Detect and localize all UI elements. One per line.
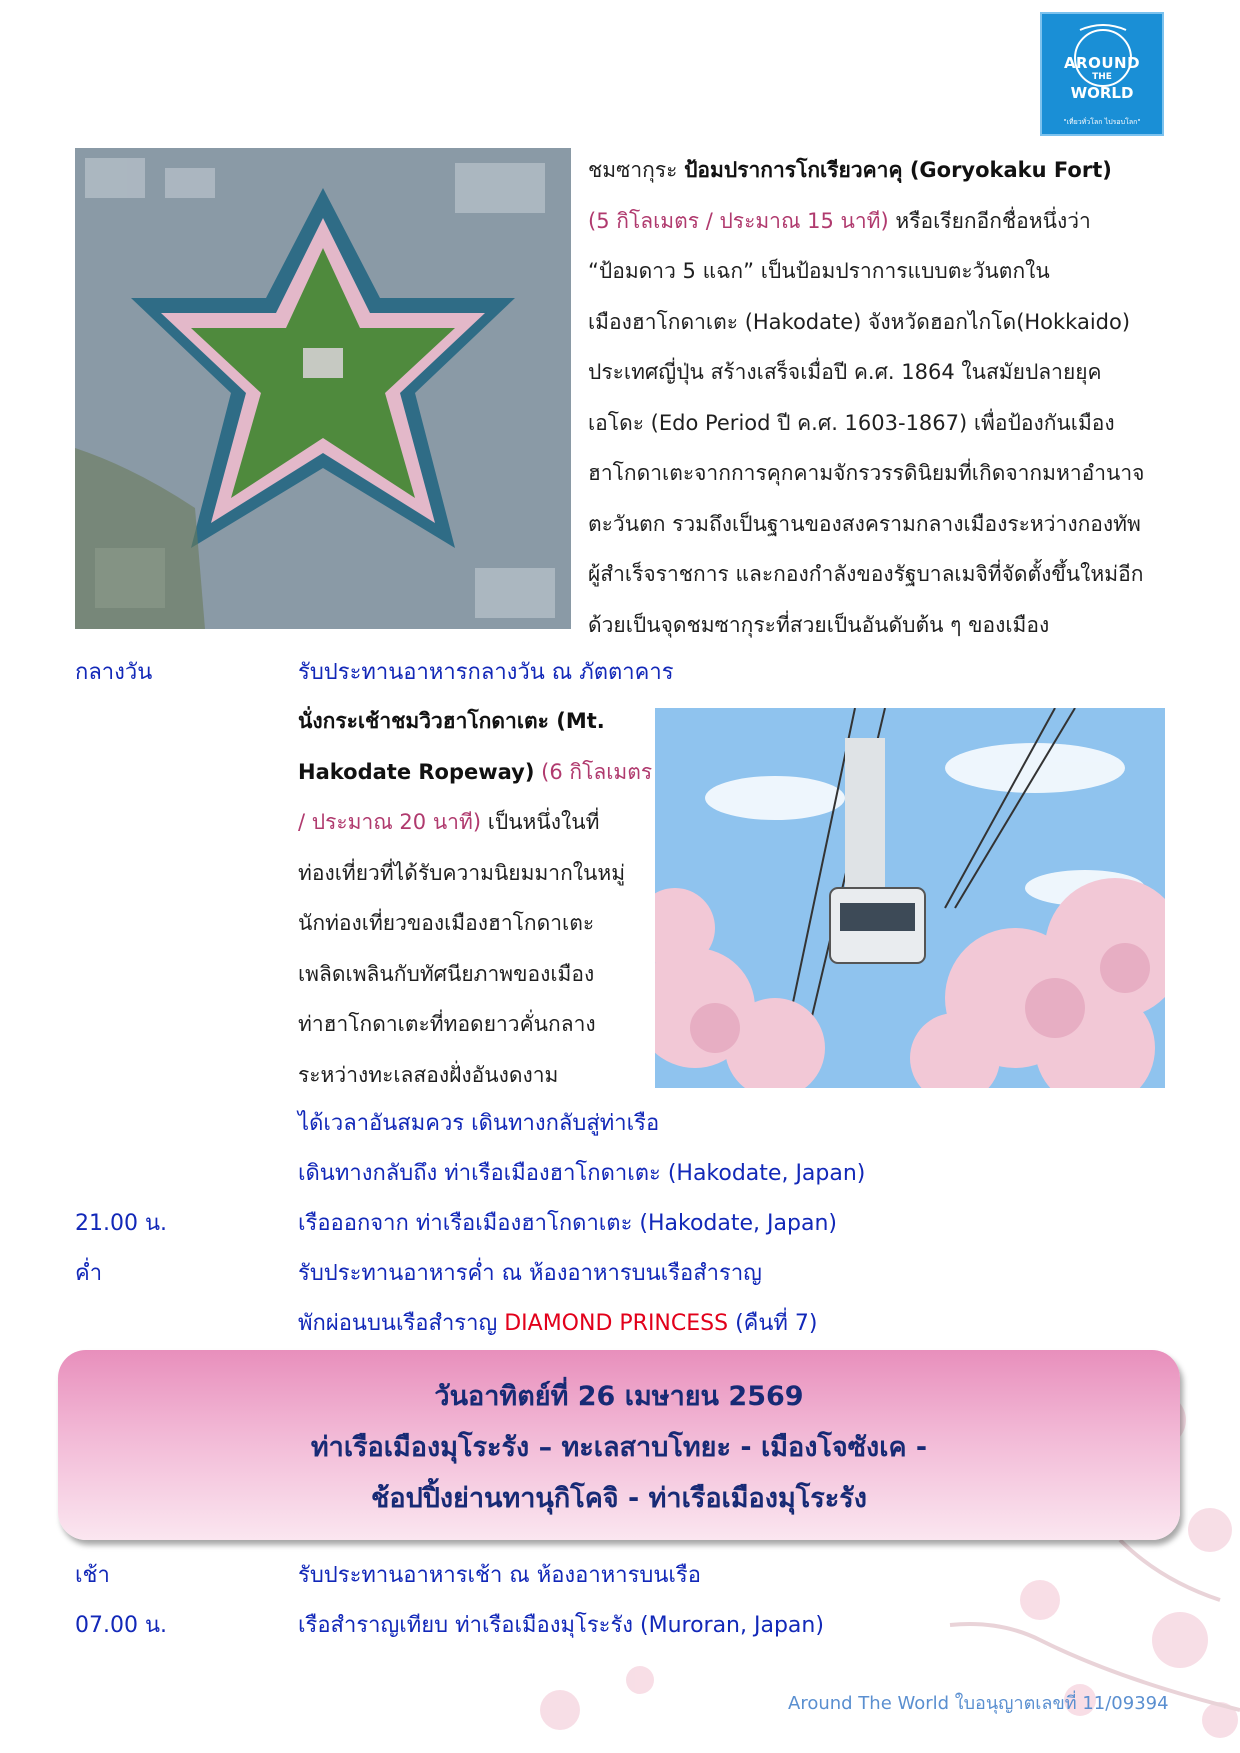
fort-line-10: ด้วยเป็นจุดชมซากุระที่สวยเป็นอันดับต้น ๆ ของเมือง xyxy=(588,612,1050,637)
goryokaku-fort-photo xyxy=(75,148,571,629)
ropeway-line-7: ท่าฮาโกดาเตะที่ทอดยาวคั่นกลาง xyxy=(298,1012,596,1036)
depart-text: เรือออกจาก ท่าเรือเมืองฮาโกดาเตะ (Hakodate, Japan) xyxy=(298,1211,837,1236)
hakodate-ropeway-photo xyxy=(655,708,1165,1088)
ropeway-line-6: เพลิดเพลินกับทัศนียภาพของเมือง xyxy=(298,961,595,986)
fort-line-8: ตะวันตก รวมถึงเป็นฐานของสงครามกลางเมืองระหว่างกองทัพ xyxy=(588,511,1141,536)
fort-line-5: ประเทศญี่ปุ่น สร้างเสร็จเมื่อปี ค.ศ. 1864 ในสมัยปลายยุค xyxy=(588,360,1102,384)
day-route-line-2: ช้อปปิ้งย่านทานุกิโคจิ - ท่าเรือเมืองมุโระรัง xyxy=(371,1483,867,1514)
fort-line-3: “ป้อมดาว 5 แฉก” เป็นป้อมปราการแบบตะวันตกใน xyxy=(588,259,1050,283)
ropeway-line-3 xyxy=(298,797,638,848)
ropeway-line-3-rest: เป็นหนึ่งในที่ xyxy=(481,810,600,834)
day-route-line-1: ท่าเรือเมืองมุโระรัง – ทะเลสาบโทยะ - เมืองโจซังเค - xyxy=(310,1432,928,1463)
ship-name: DIAMOND PRINCESS xyxy=(504,1311,729,1336)
fort-line-4: เมืองฮาโกดาเตะ (Hakodate) จังหวัดฮอกไกโด(Hokkaido) xyxy=(588,309,1131,334)
ropeway-line-4: ท่องเที่ยวที่ได้รับความนิยมมากในหมู่ xyxy=(298,860,626,885)
overnight-suffix: (คืนที่ 7) xyxy=(728,1311,818,1336)
return-port-text: ได้เวลาอันสมควร เดินทางกลับสู่ท่าเรือ xyxy=(298,1111,660,1136)
dinner-label: ค่ำ xyxy=(75,1261,103,1286)
fort-line-9: ผู้สำเร็จราชการ และกองกำลังของรัฐบาลเมจิที่จัดตั้งขึ้นใหม่อีก xyxy=(588,562,1144,586)
ropeway-distance: (6 กิโลเมตร xyxy=(534,759,653,784)
ropeway-title-2: Hakodate Ropeway) xyxy=(298,759,535,784)
breakfast-label: เช้า xyxy=(75,1563,110,1588)
overnight-text xyxy=(298,1305,818,1340)
fort-distance: (5 กิโลเมตร / ประมาณ 15 นาที) xyxy=(588,208,889,233)
depart-time: 21.00 น. xyxy=(75,1211,168,1236)
footer-license: Around The World ใบอนุญาตเลขที่ 11/09394 xyxy=(788,1693,1169,1714)
fort-line-7: ฮาโกดาเตะจากการคุกคามจักรวรรดินิยมที่เกิดจากมหาอำนาจ xyxy=(588,461,1145,485)
fort-line-2 xyxy=(588,196,1168,247)
ropeway-description xyxy=(298,696,653,1100)
logo-line-1: AROUND xyxy=(1063,54,1141,72)
logo-line-2: THE xyxy=(1092,72,1112,82)
lunch-text: รับประทานอาหารกลางวัน ณ ภัตตาคาร xyxy=(298,660,674,685)
day-date: วันอาทิตย์ที่ 26 เมษายน 2569 xyxy=(434,1381,804,1412)
ropeway-title: นั่งกระเช้าชมวิวฮาโกดาเตะ (Mt. xyxy=(298,709,605,733)
breakfast-text: รับประทานอาหารเช้า ณ ห้องอาหารบนเรือ xyxy=(298,1563,701,1588)
overnight-prefix: พักผ่อนบนเรือสำราญ xyxy=(298,1311,505,1336)
arrive-port-text: เดินทางกลับถึง ท่าเรือเมืองฮาโกดาเตะ (Hakodate, Japan) xyxy=(298,1161,866,1186)
fort-line-2-rest: หรือเรียกอีกชื่อหนึ่งว่า xyxy=(888,208,1091,233)
logo-tagline: "เที่ยวทั่วโลก ไปรอบโลก" xyxy=(1063,118,1141,126)
fort-description xyxy=(588,145,1168,650)
day-banner xyxy=(58,1350,1180,1540)
fort-title: ป้อมปราการโกเรียวคาคุ (Goryokaku Fort) xyxy=(684,158,1112,182)
ropeway-line-2 xyxy=(298,747,653,798)
ropeway-line-5: นักท่องเที่ยวของเมืองฮาโกดาเตะ xyxy=(298,911,595,935)
fort-line-1 xyxy=(588,145,1168,196)
ropeway-line-1 xyxy=(298,696,638,747)
lunch-label: กลางวัน xyxy=(75,660,153,685)
fort-prefix: ชมซากุระ xyxy=(588,158,685,182)
fort-line-6: เอโดะ (Edo Period ปี ค.ศ. 1603-1867) เพื่อป้องกันเมือง xyxy=(588,410,1115,435)
ropeway-line-8: ระหว่างทะเลสองฝั่งอันงดงาม xyxy=(298,1062,559,1087)
logo-line-3: WORLD xyxy=(1070,84,1134,102)
company-logo xyxy=(1040,12,1164,136)
ropeway-duration: / ประมาณ 20 นาที) xyxy=(298,810,482,834)
arrive-text: เรือสำราญเทียบ ท่าเรือเมืองมุโระรัง (Muroran, Japan) xyxy=(298,1613,824,1638)
dinner-text: รับประทานอาหารค่ำ ณ ห้องอาหารบนเรือสำราญ xyxy=(298,1261,762,1286)
arrive-time: 07.00 น. xyxy=(75,1613,168,1638)
